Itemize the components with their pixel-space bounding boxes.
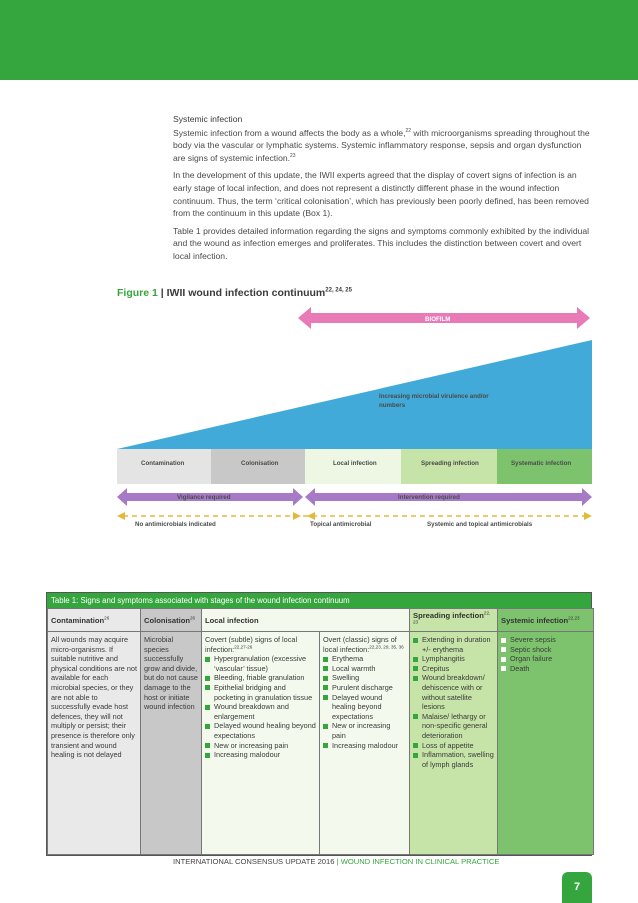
footer-separator: |: [334, 857, 341, 866]
signs-symptoms-table: [46, 592, 592, 856]
figure-title-text: IWII wound infection continuum: [166, 287, 326, 299]
figure-separator: |: [157, 287, 167, 299]
list-item: Lymphangitis: [413, 654, 494, 664]
figure-title: [117, 287, 352, 299]
cell-contamination: All wounds may acquire micro-organisms. If suitable nutritive and physical conditions are not available for each microbial species, or they are not able to successfully evade host defences, they will not multiply or persist; their presence is therefore only transient and wound healing is not delayed: [48, 632, 141, 855]
header-spreading: Spreading infection$^{22, 23}$: [410, 609, 498, 632]
dashed-arrowhead-left: [117, 512, 125, 520]
paragraph-systemic: [173, 127, 593, 165]
paragraph-text: Systemic infection from a wound affects the body as a whole,: [173, 127, 406, 138]
list-item: Crepitus: [413, 664, 494, 674]
cell-systemic: [498, 632, 594, 855]
citation: 23: [290, 152, 296, 159]
stage-label-colonisation: Colonisation: [241, 460, 279, 467]
header-systemic: Systemic infection$^{22,23}$: [498, 609, 594, 632]
section-heading: Systemic infection: [173, 114, 243, 124]
list-item: Wound breakdown and enlargement: [205, 702, 316, 721]
figure-citation: 22, 24, 25: [325, 287, 352, 294]
list-item: Bleeding, friable granulation: [205, 673, 316, 683]
systemic-list: [501, 635, 590, 673]
table-header-row: [48, 609, 594, 632]
table-row: [48, 632, 594, 855]
dashed-arrowhead-center-right: [307, 512, 315, 520]
footer-section: WOUND INFECTION IN CLINICAL PRACTICE: [340, 857, 500, 866]
list-item: Loss of appetite: [413, 741, 494, 751]
cell-spreading: [410, 632, 498, 855]
list-item: Malaise/ lethargy or non-specific general deterioration: [413, 712, 494, 741]
list-item: Swelling: [323, 673, 406, 683]
list-item: Septic shock: [501, 645, 590, 655]
list-item: Purulent discharge: [323, 683, 406, 693]
list-item: Hypergranulation (excessive ‘vascular’ tissue): [205, 654, 316, 673]
header-band: [0, 0, 638, 80]
list-item: Wound breakdown/ dehiscence with or without satellite lesions: [413, 673, 494, 711]
list-item: Delayed wound healing beyond expectations: [323, 693, 406, 722]
citation: 22: [405, 127, 412, 134]
virulence-label: Increasing microbial virulence and/or numbers: [379, 393, 489, 409]
overt-intro: Overt (classic) signs of local infection:$^{22,23, 29, 35, 36}$: [323, 635, 404, 654]
figure-number: Figure 1: [117, 287, 158, 299]
page-number: 7: [562, 872, 592, 903]
list-item: Increasing malodour: [323, 741, 406, 751]
stage-label-spreading: Spreading infection: [421, 460, 479, 467]
list-item: New or increasing pain: [205, 741, 316, 751]
table-caption: Table 1: Signs and symptoms associated with stages of the wound infection continuum: [47, 593, 591, 608]
list-item: New or increasing pain: [323, 721, 406, 740]
cell-overt: [320, 632, 410, 855]
continuum-figure: [117, 300, 592, 530]
stage-label-systemic: Systematic infection: [511, 460, 572, 467]
list-item: Epithelial bridging and pocketing in granulation tissue: [205, 683, 316, 702]
header-local-infection: Local infection: [202, 609, 410, 632]
list-item: Local warmth: [323, 664, 406, 674]
intervention-label: Intervention required: [398, 494, 460, 501]
covert-list: [205, 654, 316, 760]
footer-publication: INTERNATIONAL CONSENSUS UPDATE 2016: [173, 857, 335, 866]
list-item: Death: [501, 664, 590, 674]
cell-colonisation: Microbial species successfully grow and divide, but do not cause damage to the host or initiate wound infection: [141, 632, 202, 855]
list-item: Increasing malodour: [205, 750, 316, 760]
cell-covert: [202, 632, 320, 855]
treatment-topical-label: Topical antimicrobial: [310, 521, 372, 528]
header-contamination: Contamination$^{26}$: [48, 609, 141, 632]
page-footer: [173, 857, 499, 866]
paragraph-text: with microorganisms spreading throughout the body via the vascular or lymphatic systems. Systemic inflammatory response, sepsis and organ dysfunction are signs of systemic infection.: [173, 127, 590, 163]
list-item: Organ failure: [501, 654, 590, 664]
covert-intro: Covert (subtle) signs of local infection:$^{22,27-26}$: [205, 635, 298, 654]
paragraph-update: In the development of this update, the IWII experts agreed that the display of covert signs of infection is an early stage of local infection, and does not represent a distinctly different phase in the wound infection continuum. Thus, the term ‘critical colonisation’, which has previously been poorly defined, has been removed from the continuum in this update (Box 1).: [173, 170, 589, 219]
virulence-wedge: [117, 340, 592, 449]
header-colonisation: Colonisation$^{26}$: [141, 609, 202, 632]
vigilance-label: Vigilance required: [177, 494, 231, 501]
dashed-arrowhead-center-left: [293, 512, 301, 520]
stage-label-contamination: Contamination: [141, 460, 185, 467]
biofilm-label: BIOFILM: [425, 316, 451, 323]
list-item: Inflammation, swelling of lymph glands: [413, 750, 494, 769]
overt-list: [323, 654, 406, 750]
spreading-list: [413, 635, 494, 769]
list-item: Erythema: [323, 654, 406, 664]
dashed-arrowhead-right: [584, 512, 592, 520]
intro-text: [173, 113, 593, 268]
table-body: [47, 608, 594, 855]
stage-label-local: Local infection: [333, 460, 377, 467]
list-item: Severe sepsis: [501, 635, 590, 645]
list-item: Extending in duration +/- erythema: [413, 635, 494, 654]
list-item: Delayed wound healing beyond expectations: [205, 721, 316, 740]
treatment-none-label: No antimicrobials indicated: [135, 521, 216, 528]
treatment-systemic-label: Systemic and topical antimicrobials: [427, 521, 533, 528]
paragraph-table-intro: Table 1 provides detailed information regarding the signs and symptoms commonly exhibited by the individual and the wound as infection emerges and proliferates. This includes the distinction between covert and overt local infection.: [173, 225, 590, 261]
